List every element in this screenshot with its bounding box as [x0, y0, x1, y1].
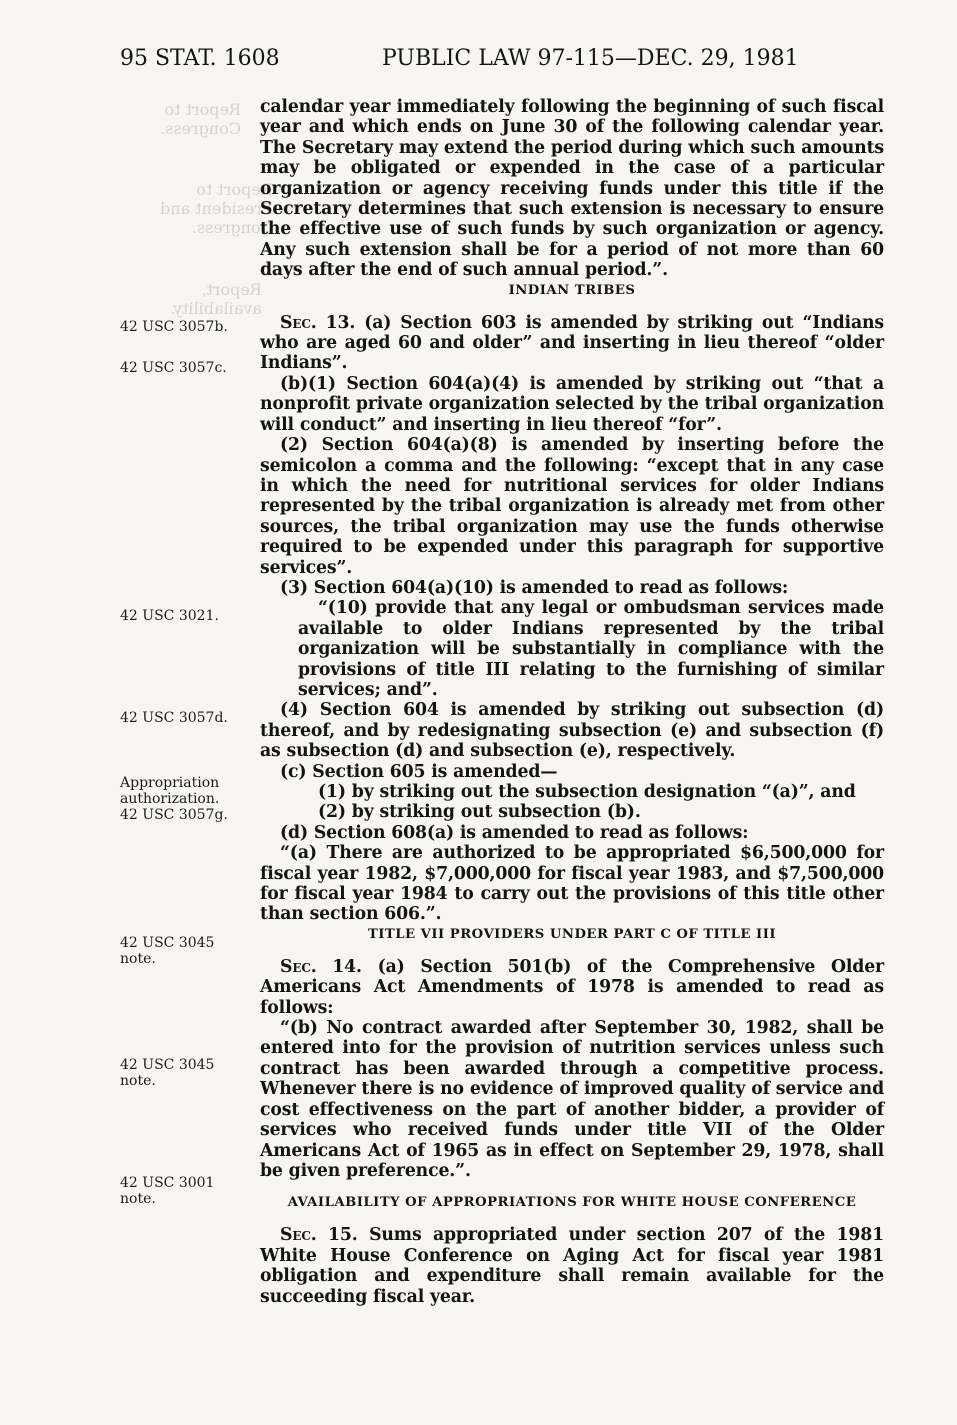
paragraph: Sec. 15. Sums appropriated under section 207 of the 1981 White House Conference on Aging Act for fiscal year 1981 obligation and expenditure shall remain available for the succeeding fiscal year.	[260, 1225, 884, 1307]
paragraph: (3) Section 604(a)(10) is amended to read as follows:	[280, 577, 789, 598]
paragraph: (c) Section 605 is amended—	[280, 761, 558, 782]
paragraph: (d) Section 608(a) is amended to read as follows:	[280, 822, 749, 843]
quoted-text: “(a) There are authorized to be appropriated $6,500,000 for fiscal year 1982, $7,000,000 for fiscal year 1983, and $7,500,000 for fiscal year 1984 to carry out the provisions of this title other than section 606.”.	[260, 843, 884, 925]
margin-note-appropriation: Appropriation authorization. 42 USC 3057g.	[120, 775, 228, 823]
paragraph: (4) Section 604 is amended by striking out subsection (d) thereof, and by redesignating subsection (e) and subsection (f) as subsection (d) and subsection (e), respectively.	[260, 700, 884, 762]
quoted-text: “(b) No contract awarded after September 30, 1982, shall be entered into for the provision of nutrition services unless such contract has been awarded through a competitive process. Whenever there is no evidence of improved quality of service and cost effectiveness on the part of another bidder, a provider of services who received funds under title VII of the Older Americans Act of 1965 as in effect on September 29, 1978, shall be given preference.”.	[260, 1018, 884, 1181]
margin-note: 42 USC 3057d.	[120, 710, 228, 726]
section-heading: INDIAN TRIBES	[508, 282, 636, 298]
margin-note: 42 USC 3057b.	[120, 319, 228, 335]
paragraph: Sec. 14. (a) Section 501(b) of the Comprehensive Older Americans Act Amendments of 1978 is amended to read as follows:	[260, 956, 884, 1018]
statute-page-number: 95 STAT. 1608	[120, 46, 280, 71]
margin-note: 42 USC 3021.	[120, 608, 219, 624]
body-text	[260, 97, 884, 1307]
section-heading: AVAILABILITY OF APPROPRIATIONS FOR WHITE HOUSE CONFERENCE	[287, 1195, 857, 1211]
margin-note: 42 USC 3057c.	[120, 360, 227, 376]
public-law-title: PUBLIC LAW 97-115—DEC. 29, 1981	[382, 46, 799, 71]
page-header	[120, 46, 897, 76]
section-heading: TITLE VII PROVIDERS UNDER PART C OF TITLE III	[367, 926, 777, 942]
paragraph: Sec. 13. (a) Section 603 is amended by striking out “Indians who are aged 60 and older” and inserting in lieu thereof “older Indians”.	[260, 312, 884, 374]
paragraph: calendar year immediately following the beginning of such fiscal year and which ends on June 30 of the following calendar year. The Secretary may extend the period during which such amounts may be obligated or expended in the case of a particular organization or agency receiving funds under this title if the Secretary determines that such extension is necessary to ensure the effective use of such funds by such organization or agency. Any such extension shall be for a period of not more than 60 days after the end of such annual period.”.	[260, 97, 884, 281]
paragraph: (2) Section 604(a)(8) is amended by inserting before the semicolon a comma and the following: “except that in any case in which the need for nutritional services for older Indians represented by the tribal organization is already met from other sources, the tribal organization may use the funds otherwise required to be expended under this paragraph for supportive services”.	[260, 435, 884, 578]
list-item: (1) by striking out the subsection designation “(a)”, and	[318, 782, 856, 802]
margin-note: 42 USC 3045 note.	[120, 1057, 215, 1089]
margin-note: 42 USC 3045 note.	[120, 935, 215, 967]
bleed-through: Report to President and Congress.	[160, 180, 273, 237]
bleed-through: Report, availability.	[170, 280, 262, 318]
quoted-text: “(10) provide that any legal or ombudsman services made available to older Indians represented by the tribal organization will be substantially in compliance with the provisions of title III relating to the furnishing of similar services; and”.	[298, 598, 884, 700]
paragraph: (b)(1) Section 604(a)(4) is amended by striking out “that a nonprofit private organization selected by the tribal organization will conduct” and inserting in lieu thereof “for”.	[260, 373, 884, 435]
bleed-through: Report to Congress.	[160, 100, 242, 138]
margin-note: 42 USC 3001 note.	[120, 1175, 215, 1207]
list-item: (2) by striking out subsection (b).	[318, 802, 641, 823]
